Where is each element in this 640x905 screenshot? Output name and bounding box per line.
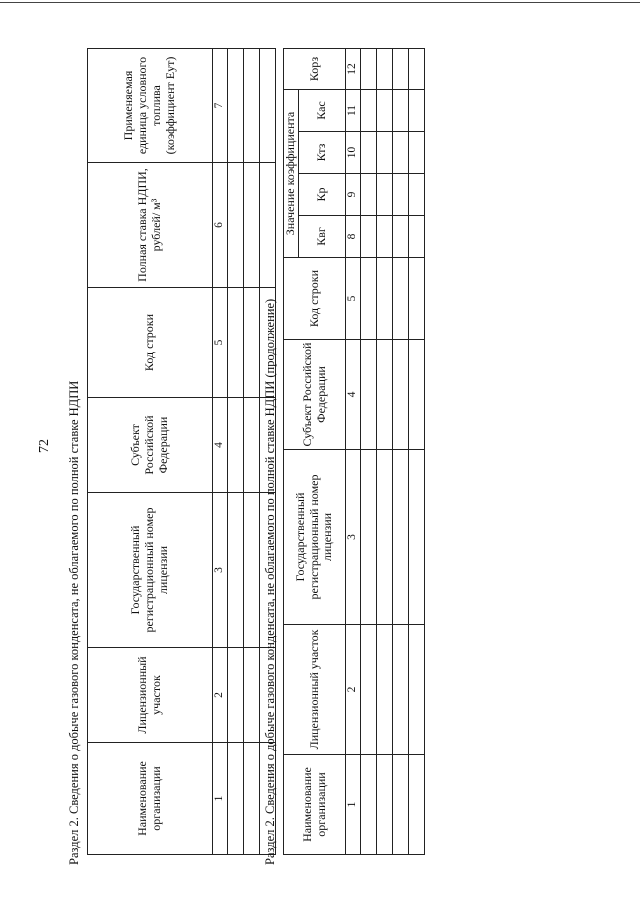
column-number: 12 [346, 48, 361, 89]
col-license-number: Государственный регистрационный номер лицензии [88, 492, 213, 647]
col-region: Субъект Российской Федерации [284, 339, 346, 449]
column-number: 1 [213, 742, 228, 854]
column-number: 7 [213, 48, 228, 162]
page-number: 72 [37, 438, 52, 453]
column-number: 11 [346, 89, 361, 131]
section1-title: Раздел 2. Сведения о добыче газового конденсата, не облагаемого по полной ставке НДПИ [67, 380, 81, 865]
column-number: 2 [346, 624, 361, 754]
col-kr: Кр [299, 173, 346, 215]
col-fuel-unit: Применяемая единица условного топлива (коэффициент Еут) [88, 48, 213, 162]
table-row [244, 48, 260, 854]
table-row [361, 48, 377, 854]
column-number-row [213, 48, 228, 854]
col-line-code: Код строки [88, 287, 213, 397]
section1-table [87, 48, 276, 855]
col-kvg: Квг [299, 215, 346, 257]
column-number: 6 [213, 162, 228, 287]
col-org-name: Наименование организации [284, 754, 346, 854]
col-kas: Кас [299, 89, 346, 131]
column-number-row [346, 48, 361, 854]
column-number: 5 [213, 287, 228, 397]
column-number: 8 [346, 215, 361, 257]
column-number: 4 [213, 397, 228, 492]
col-full-rate: Полная ставка НДПИ, рублей/ м³ [88, 162, 213, 287]
column-number: 3 [346, 449, 361, 624]
column-number: 2 [213, 647, 228, 742]
column-number: 10 [346, 131, 361, 173]
table-row [377, 48, 393, 854]
column-number: 5 [346, 257, 361, 339]
col-korz: Корз [284, 48, 346, 89]
table-header-row [284, 48, 299, 854]
col-license-number: Государственный регистрационный номер лицензии [284, 449, 346, 624]
table-row [393, 48, 409, 854]
top-border-line [0, 2, 640, 3]
table-row [409, 48, 425, 854]
section2-title: Раздел 2. Сведения о добыче газового конденсата, не облагаемого по полной ставке НДПИ (продолжение) [263, 298, 277, 865]
table-row [228, 48, 244, 854]
rotated-page-content [25, 23, 615, 883]
col-ktz: Ктз [299, 131, 346, 173]
section2-table [283, 47, 425, 854]
col-license-area: Лицензионный участок [284, 624, 346, 754]
column-number: 3 [213, 492, 228, 647]
col-license-area: Лицензионный участок [88, 647, 213, 742]
table-header-row [88, 48, 213, 854]
col-region: Субъект Российской Федерации [88, 397, 213, 492]
column-number: 4 [346, 339, 361, 449]
coef-group-header: Значение коэффициента [284, 89, 299, 257]
col-org-name: Наименование организации [88, 742, 213, 854]
col-line-code: Код строки [284, 257, 346, 339]
column-number: 1 [346, 754, 361, 854]
column-number: 9 [346, 173, 361, 215]
